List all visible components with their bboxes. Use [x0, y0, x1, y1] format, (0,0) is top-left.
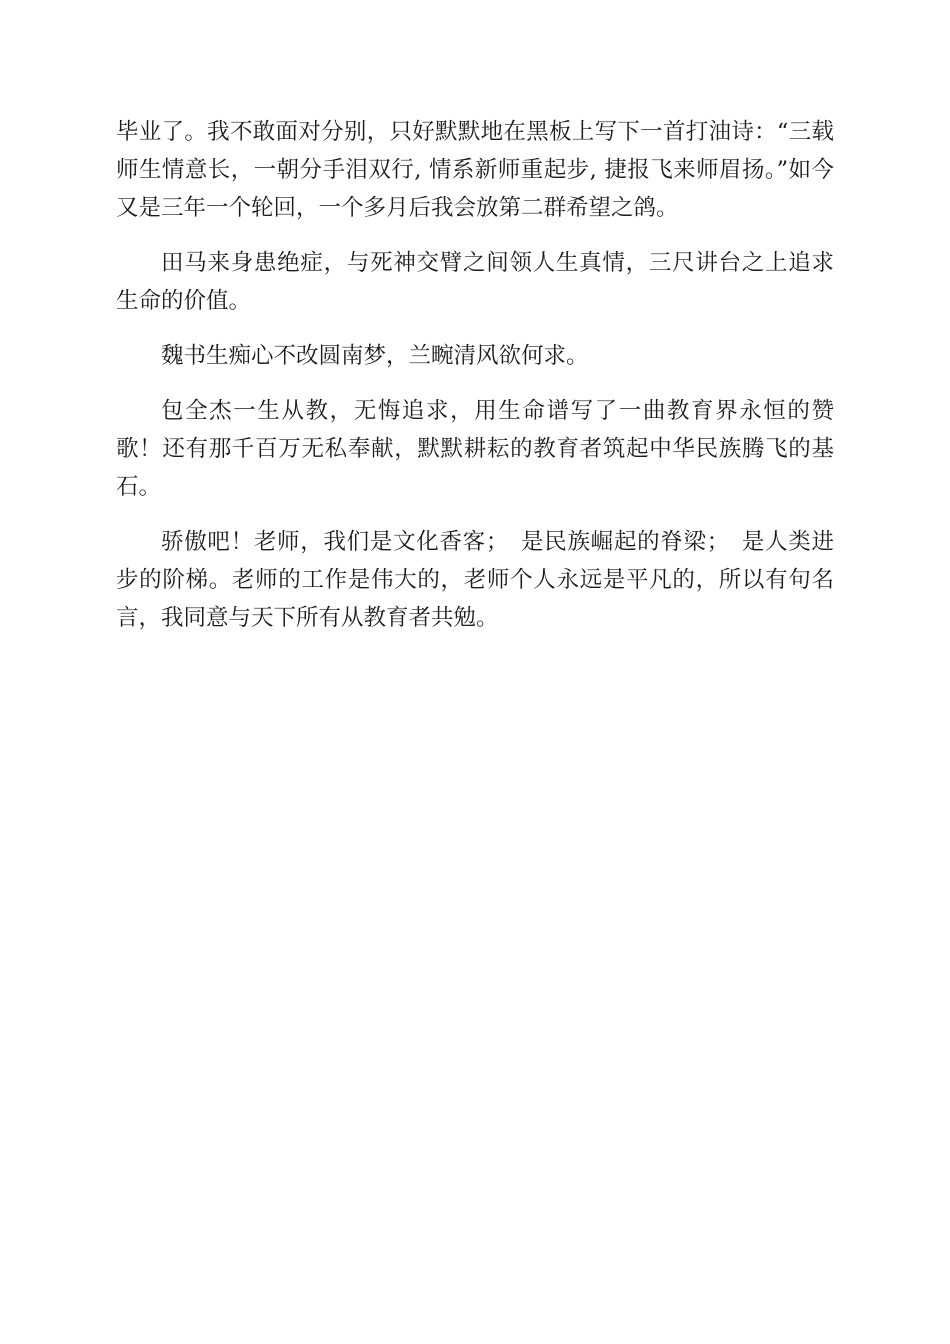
paragraph-5: 骄傲吧！老师，我们是文化香客； 是民族崛起的脊梁； 是人类进步的阶梯。老师的工作是伟大的，老师个人永远是平凡的，所以有句名言，我同意与天下所有从教育者共勉。 — [116, 529, 834, 631]
paragraph-3: 魏书生痴心不改圆南梦，兰畹清风欲何求。 — [161, 343, 589, 369]
paragraph-2: 田马来身患绝症，与死神交臂之间领人生真情，三尺讲台之上追求生命的价值。 — [116, 250, 834, 314]
body-text — [116, 113, 834, 654]
paragraph-4: 包全杰一生从教，无悔追求，用生命谱写了一曲教育界永恒的赞歌！还有那千百万无私奉献，默默耕耘的教育者筑起中华民族腾飞的基石。 — [116, 398, 834, 500]
paragraph-1: 毕业了。我不敢面对分别，只好默默地在黑板上写下一首打油诗：“三载师生情意长，一朝分手泪双行, 情系新师重起步, 捷报飞来师眉扬。”如今又是三年一个轮回，一个多月后我会放第二群希望之鸽。 — [116, 119, 834, 221]
